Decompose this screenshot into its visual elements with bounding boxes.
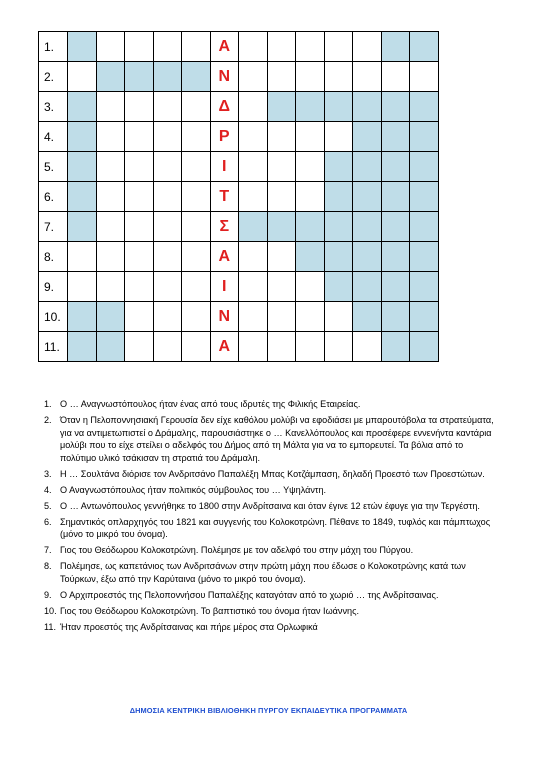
shaded-cell — [410, 302, 439, 332]
answer-cell[interactable] — [296, 302, 325, 332]
answer-cell[interactable] — [296, 62, 325, 92]
crossword-row — [39, 212, 439, 242]
shaded-cell — [381, 182, 410, 212]
answer-cell[interactable] — [153, 92, 182, 122]
answer-cell[interactable] — [182, 182, 211, 212]
shaded-cell — [410, 332, 439, 362]
answer-cell[interactable] — [96, 152, 125, 182]
clue-item — [44, 516, 499, 541]
answer-cell[interactable] — [153, 122, 182, 152]
shaded-cell — [353, 242, 382, 272]
answer-cell[interactable] — [353, 332, 382, 362]
shaded-cell — [125, 62, 154, 92]
key-letter-cell: Ν — [210, 62, 239, 92]
clue-number: 6. — [44, 516, 52, 527]
answer-cell[interactable] — [239, 32, 268, 62]
key-letter-cell: Ι — [210, 272, 239, 302]
clue-number: 3. — [44, 468, 52, 479]
answer-cell[interactable] — [182, 152, 211, 182]
answer-cell[interactable] — [239, 182, 268, 212]
clue-item — [44, 544, 499, 557]
shaded-cell — [381, 32, 410, 62]
crossword-row — [39, 242, 439, 272]
key-letter-cell: Α — [210, 242, 239, 272]
clue-list — [44, 398, 499, 637]
shaded-cell — [68, 152, 97, 182]
answer-cell[interactable] — [239, 242, 268, 272]
shaded-cell — [182, 62, 211, 92]
answer-cell[interactable] — [296, 182, 325, 212]
answer-cell[interactable] — [182, 302, 211, 332]
shaded-cell — [68, 122, 97, 152]
key-letter-cell: Ι — [210, 152, 239, 182]
answer-cell[interactable] — [182, 122, 211, 152]
answer-cell[interactable] — [96, 122, 125, 152]
answer-cell[interactable] — [296, 152, 325, 182]
answer-cell[interactable] — [182, 212, 211, 242]
answer-cell[interactable] — [153, 32, 182, 62]
answer-cell[interactable] — [267, 272, 296, 302]
answer-cell[interactable] — [96, 212, 125, 242]
answer-cell[interactable] — [296, 32, 325, 62]
answer-cell[interactable] — [125, 212, 154, 242]
key-letter-cell: Σ — [210, 212, 239, 242]
shaded-cell — [353, 272, 382, 302]
shaded-cell — [410, 122, 439, 152]
shaded-cell — [267, 212, 296, 242]
clue-text: Ο … Αναγνωστόπουλος ήταν ένας από τους ιδρυτές της Φιλικής Εταιρείας. — [60, 399, 361, 409]
shaded-cell — [324, 242, 353, 272]
crossword-grid — [38, 31, 439, 362]
crossword-row — [39, 182, 439, 212]
clue-text: Πολέμησε, ως καπετάνιος των Ανδριτσάνων στην πρώτη μάχη που έδωσε ο Κολοκοτρώνης κατά των Τούρκων, έξω από την Καρύταινα (μόνο το μικρό του όνομα). — [60, 561, 466, 584]
shaded-cell — [324, 92, 353, 122]
answer-cell[interactable] — [125, 272, 154, 302]
shaded-cell — [381, 332, 410, 362]
answer-cell[interactable] — [267, 62, 296, 92]
row-number: 10. — [39, 302, 68, 332]
clue-number: 5. — [44, 500, 52, 511]
crossword-row — [39, 302, 439, 332]
crossword-row — [39, 272, 439, 302]
answer-cell[interactable] — [153, 212, 182, 242]
answer-cell[interactable] — [296, 122, 325, 152]
shaded-cell — [324, 182, 353, 212]
answer-cell[interactable] — [239, 92, 268, 122]
shaded-cell — [381, 272, 410, 302]
shaded-cell — [96, 62, 125, 92]
answer-cell[interactable] — [182, 32, 211, 62]
clue-number: 8. — [44, 561, 52, 572]
clue-item — [44, 605, 499, 618]
crossword-row — [39, 92, 439, 122]
answer-cell[interactable] — [267, 182, 296, 212]
shaded-cell — [153, 62, 182, 92]
shaded-cell — [68, 92, 97, 122]
key-letter-cell: Ρ — [210, 122, 239, 152]
shaded-cell — [410, 182, 439, 212]
answer-cell[interactable] — [296, 272, 325, 302]
crossword-row — [39, 332, 439, 362]
answer-cell[interactable] — [96, 272, 125, 302]
answer-cell[interactable] — [125, 182, 154, 212]
answer-cell[interactable] — [324, 332, 353, 362]
shaded-cell — [96, 302, 125, 332]
clue-text: Ο Αναγνωστόπουλος ήταν πολιτικός σύμβουλος του … Υψηλάντη. — [60, 484, 327, 495]
answer-cell[interactable] — [125, 152, 154, 182]
row-number: 4. — [39, 122, 68, 152]
clue-text: Ο Αρχιπροεστός της Πελοποννήσου Παπαλέξης καταγόταν από το χωριό … της Ανδρίτσαινας. — [60, 589, 439, 600]
answer-cell[interactable] — [239, 302, 268, 332]
shaded-cell — [381, 152, 410, 182]
answer-cell[interactable] — [153, 242, 182, 272]
answer-cell[interactable] — [96, 182, 125, 212]
answer-cell[interactable] — [182, 272, 211, 302]
row-number: 8. — [39, 242, 68, 272]
clue-number: 4. — [44, 484, 52, 495]
shaded-cell — [353, 302, 382, 332]
clue-number: 10. — [44, 605, 57, 616]
shaded-cell — [324, 152, 353, 182]
answer-cell[interactable] — [96, 242, 125, 272]
shaded-cell — [353, 122, 382, 152]
shaded-cell — [296, 92, 325, 122]
clue-text: Σημαντικός οπλαρχηγός του 1821 και συγγενής του Κολοκοτρώνη. Πέθανε το 1849, τυφλός και πάμπτωχος (μόνο το μικρό του όνομα). — [60, 516, 491, 540]
footer-text: ΔΗΜΟΣΙΑ ΚΕΝΤΡΙΚΗ ΒΙΒΛΙΟΘΗΚΗ ΠΥΡΓΟΥ ΕΚΠΑΙΔΕΥΤΙΚΑ ΠΡΟΓΡΑΜΜΑΤΑ — [129, 706, 408, 715]
row-number: 5. — [39, 152, 68, 182]
answer-cell[interactable] — [267, 242, 296, 272]
answer-cell[interactable] — [324, 302, 353, 332]
answer-cell[interactable] — [381, 62, 410, 92]
crossword-row — [39, 122, 439, 152]
clue-number: 1. — [44, 399, 52, 409]
answer-cell[interactable] — [68, 272, 97, 302]
clue-item — [44, 414, 499, 464]
answer-cell[interactable] — [267, 302, 296, 332]
row-number: 2. — [39, 62, 68, 92]
shaded-cell — [239, 212, 268, 242]
answer-cell[interactable] — [296, 332, 325, 362]
key-letter-cell: Α — [210, 332, 239, 362]
shaded-cell — [68, 212, 97, 242]
shaded-cell — [381, 122, 410, 152]
shaded-cell — [410, 272, 439, 302]
answer-cell[interactable] — [267, 122, 296, 152]
answer-cell[interactable] — [267, 32, 296, 62]
key-letter-cell: Α — [210, 32, 239, 62]
crossword-row — [39, 62, 439, 92]
answer-cell[interactable] — [353, 32, 382, 62]
clue-text: Όταν η Πελοποννησιακή Γερουσία δεν είχε καθόλου μολύβι να εφοδιάσει με μπαρουτόβολα τα στρατεύματα, για να αντιμετωπιστεί ο Δράμαλης, παρουσιάστηκε ο … Κανελλόπουλος και προσέφερε εννενήντα καντάρια μολύβι που το είχε στείλει ο αδελφός του Δήμος από τη Μάλτα για να το εμπορευτεί. Τα βόλια από το πολύτιμο υλικό τσάκισαν τη στρατιά του Δράμαλη. — [60, 414, 494, 463]
answer-cell[interactable] — [182, 332, 211, 362]
answer-cell[interactable] — [239, 152, 268, 182]
answer-cell[interactable] — [353, 62, 382, 92]
clue-item — [44, 500, 499, 513]
answer-cell[interactable] — [125, 32, 154, 62]
answer-cell[interactable] — [239, 332, 268, 362]
answer-cell[interactable] — [410, 62, 439, 92]
row-number: 3. — [39, 92, 68, 122]
answer-cell[interactable] — [125, 302, 154, 332]
shaded-cell — [296, 212, 325, 242]
row-number: 7. — [39, 212, 68, 242]
answer-cell[interactable] — [68, 62, 97, 92]
row-number: 11. — [39, 332, 68, 362]
shaded-cell — [68, 302, 97, 332]
answer-cell[interactable] — [125, 242, 154, 272]
crossword-row — [39, 152, 439, 182]
clue-number: 11. — [44, 621, 56, 632]
clue-text: Ο … Αντωνόπουλος γεννήθηκε το 1800 στην Ανδρίτσαινα και όταν έγινε 12 ετών έφυγε για την Τεργέστη. — [60, 500, 480, 511]
answer-cell[interactable] — [182, 92, 211, 122]
answer-cell[interactable] — [153, 182, 182, 212]
clue-text: Η … Σουλτάνα διόρισε τον Ανδριτσάνο Παπαλέξη Μπας Κοτζάμπαση, δηλαδή Προεστό των Προεστώτων. — [60, 468, 485, 479]
clue-text: Γιος του Θεόδωρου Κολοκοτρώνη. Το βαπτιστικό του όνομα ήταν Ιωάννης. — [60, 605, 359, 616]
clue-number: 9. — [44, 589, 52, 600]
answer-cell[interactable] — [125, 332, 154, 362]
answer-cell[interactable] — [182, 242, 211, 272]
shaded-cell — [381, 92, 410, 122]
shaded-cell — [410, 152, 439, 182]
answer-cell[interactable] — [239, 272, 268, 302]
clue-item — [44, 398, 499, 411]
key-letter-cell: Τ — [210, 182, 239, 212]
answer-cell[interactable] — [239, 62, 268, 92]
shaded-cell — [296, 242, 325, 272]
shaded-cell — [353, 182, 382, 212]
answer-cell[interactable] — [153, 302, 182, 332]
clue-number: 2. — [44, 414, 52, 425]
clue-number: 7. — [44, 545, 52, 556]
key-letter-cell: Ν — [210, 302, 239, 332]
shaded-cell — [267, 92, 296, 122]
clue-text: Ήταν προεστός της Ανδρίτσαινας και πήρε μέρος στα Ορλωφικά — [60, 621, 318, 632]
answer-cell[interactable] — [324, 122, 353, 152]
answer-cell[interactable] — [239, 122, 268, 152]
answer-cell[interactable] — [68, 242, 97, 272]
answer-cell[interactable] — [125, 92, 154, 122]
answer-cell[interactable] — [96, 32, 125, 62]
shaded-cell — [381, 302, 410, 332]
clue-item — [44, 468, 499, 481]
shaded-cell — [410, 32, 439, 62]
shaded-cell — [410, 92, 439, 122]
answer-cell[interactable] — [96, 92, 125, 122]
shaded-cell — [353, 92, 382, 122]
shaded-cell — [353, 152, 382, 182]
answer-cell[interactable] — [125, 122, 154, 152]
shaded-cell — [410, 212, 439, 242]
shaded-cell — [68, 332, 97, 362]
shaded-cell — [68, 182, 97, 212]
shaded-cell — [381, 242, 410, 272]
shaded-cell — [353, 212, 382, 242]
shaded-cell — [324, 272, 353, 302]
shaded-cell — [324, 212, 353, 242]
answer-cell[interactable] — [267, 332, 296, 362]
clue-item — [44, 589, 499, 602]
shaded-cell — [96, 332, 125, 362]
clue-text: Γιος του Θεόδωρου Κολοκοτρώνη. Πολέμησε με τον αδελφό του στην μάχη του Πύργου. — [60, 545, 414, 556]
row-number: 9. — [39, 272, 68, 302]
clue-item — [44, 484, 499, 497]
shaded-cell — [410, 242, 439, 272]
key-letter-cell: Δ — [210, 92, 239, 122]
row-number: 1. — [39, 32, 68, 62]
clue-item — [44, 560, 499, 585]
answer-cell[interactable] — [153, 152, 182, 182]
shaded-cell — [68, 32, 97, 62]
answer-cell[interactable] — [153, 332, 182, 362]
clue-item — [44, 621, 499, 634]
crossword-row — [39, 32, 439, 62]
row-number: 6. — [39, 182, 68, 212]
answer-cell[interactable] — [324, 32, 353, 62]
answer-cell[interactable] — [153, 272, 182, 302]
answer-cell[interactable] — [267, 152, 296, 182]
answer-cell[interactable] — [324, 62, 353, 92]
shaded-cell — [381, 212, 410, 242]
